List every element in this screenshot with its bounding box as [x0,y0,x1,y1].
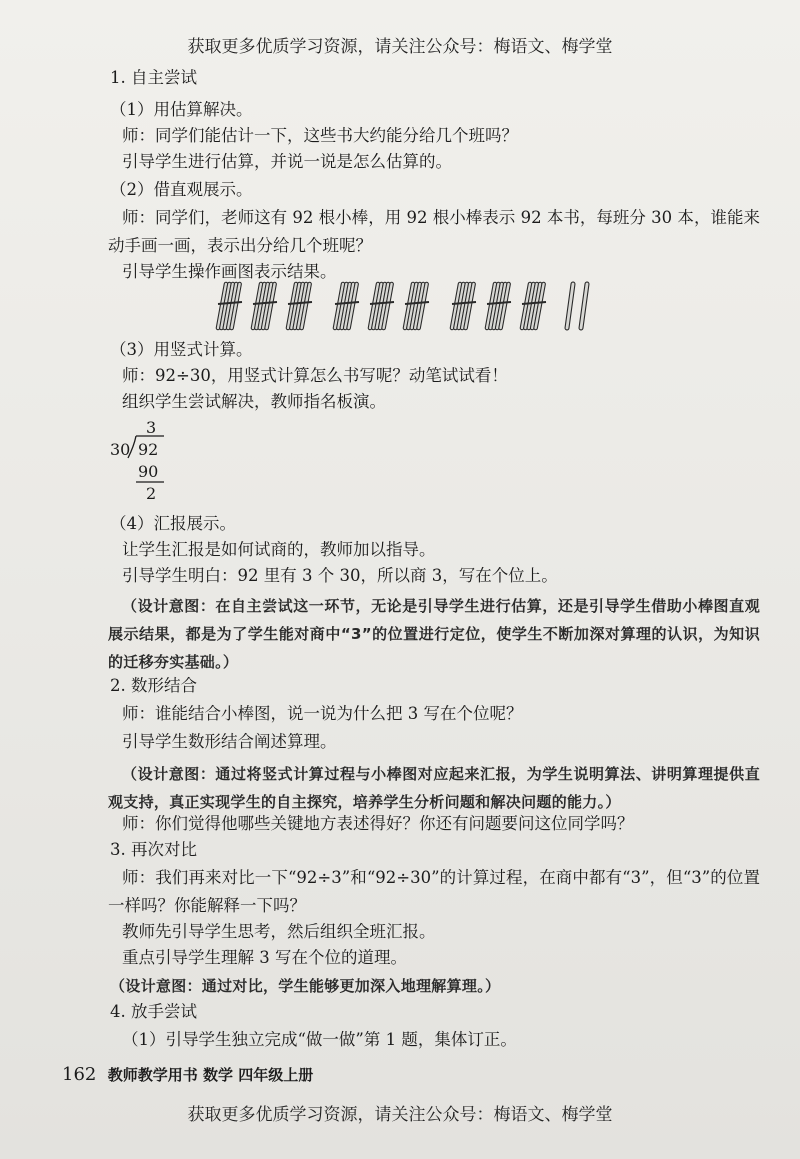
division-bracket [120,432,170,492]
design-intent-note-2: （设计意图：通过将竖式计算过程与小棒图对应起来汇报，为学生说明算法、讲明算理提供直观支持，真正实现学生的自主探究，培养学生分析问题和解决问题的能力。） [108,765,760,811]
stick-bundle-icon [370,284,394,328]
paragraph: 师：你们觉得他哪些关键地方表述得好？你还有问题要问这位同学吗？ [122,814,634,833]
paragraph: 引导学生操作画图表示结果。 [122,262,337,281]
paragraph: 师：同学们能估计一下，这些书大约能分给几个班吗？ [122,126,518,145]
paragraph: 师：谁能结合小棒图，说一说为什么把 3 写在个位呢？ [122,704,523,723]
paragraph: 引导学生进行估算，并说一说是怎么估算的。 [122,152,452,171]
paragraph: 师：我们再来对比一下“92÷3”和“92÷30”的计算过程，在商中都有“3”，但“3”的位置一样吗？你能解释一下吗？ [108,868,760,915]
paragraph: （1）引导学生独立完成“做一做”第 1 题，集体订正。 [122,1030,517,1049]
stick-bundle-icon [487,284,511,328]
stick-bundles-illustration [210,280,630,336]
divisor: 30 [110,440,131,459]
subheading-1: （1）用估算解决。 [110,100,253,119]
stick-bundle-icon [405,284,429,328]
stick-bundle-icon [452,284,476,328]
book-title: 教师教学用书 数学 四年级上册 [107,1066,314,1084]
paragraph: 引导学生数形结合阐述算理。 [122,732,337,751]
stick-bundle-icon [253,284,277,328]
stick-bundle-icon [218,284,242,328]
subheading-3: （3）用竖式计算。 [110,340,253,359]
design-intent-note-3: （设计意图：通过对比，学生能够更加深入地理解算理。） [110,977,501,995]
paragraph: 组织学生尝试解决，教师指名板演。 [122,392,386,411]
stick-bundle-icon [288,284,312,328]
section-heading-2: 2. 数形结合 [110,676,197,695]
page-number: 162 [62,1064,97,1085]
subheading-4: （4）汇报展示。 [110,514,236,533]
section-heading-1: 1. 自主尝试 [110,68,197,87]
single-stick-icon [581,284,587,328]
section-heading-4: 4. 放手尝试 [110,1002,197,1021]
paragraph: 让学生汇报是如何试商的，教师加以指导。 [122,540,436,559]
stick-bundle-icon [522,284,546,328]
remainder: 2 [146,484,157,503]
subheading-2: （2）借直观展示。 [110,180,253,199]
paragraph: 教师先引导学生思考，然后组织全班汇报。 [122,922,436,941]
stick-bundle-icon [335,284,359,328]
product: 90 [138,462,159,481]
paragraph: 师：92÷30，用竖式计算怎么书写呢？动笔试试看！ [122,366,508,385]
paragraph: 师：同学们，老师这有 92 根小棒，用 92 根小棒表示 92 本书，每班分 30 本，谁能来动手画一画，表示出分给几个班呢？ [108,208,760,255]
paragraph: 引导学生明白：92 里有 3 个 30，所以商 3，写在个位上。 [122,566,558,585]
section-heading-3: 3. 再次对比 [110,840,197,859]
page-footer [62,1064,313,1085]
quotient: 3 [146,418,157,437]
design-intent-note-1: （设计意图：在自主尝试这一环节，无论是引导学生进行估算，还是引导学生借助小棒图直观展示结果，都是为了学生能对商中“3”的位置进行定位，使学生不断加深对算理的认识，为知识的迁移夯实基础。） [108,597,760,671]
watermark-bottom: 获取更多优质学习资源，请关注公众号：梅语文、梅学堂 [187,1105,613,1125]
single-stick-icon [567,284,573,328]
watermark-top: 获取更多优质学习资源，请关注公众号：梅语文、梅学堂 [187,37,613,57]
paragraph: 重点引导学生理解 3 写在个位的道理。 [122,948,407,967]
dividend: 92 [138,440,159,459]
